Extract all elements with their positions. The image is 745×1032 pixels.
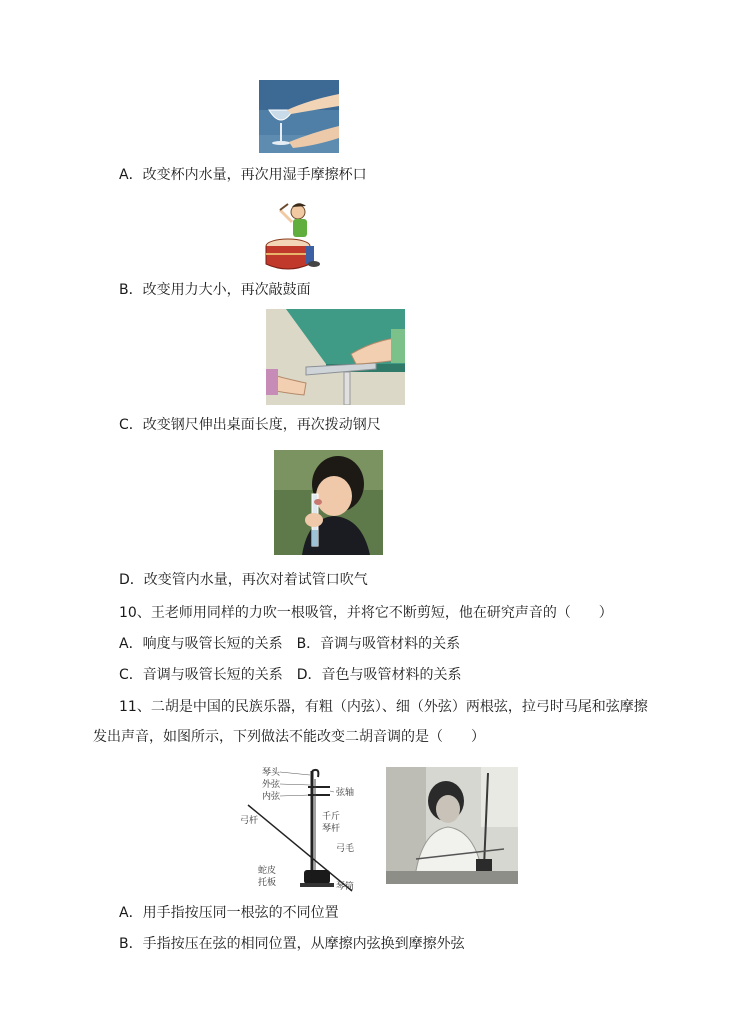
test-tube-photo [274,450,383,555]
label-qingan: 琴杆 [322,824,341,834]
q11-stem-line2: 发出声音，如图所示，下列做法不能改变二胡音调的是（ ） [93,729,485,745]
q10-options-cd: C．音调与吸管长短的关系 D．音色与吸管材料的关系 [119,667,462,683]
q11-option-a: A．用手指按压同一根弦的不同位置 [119,905,339,921]
q10-options-ab: A．响度与吸管长短的关系 B．音调与吸管材料的关系 [119,636,461,652]
label-gonggan: 弓杆 [240,816,259,826]
label-qintong: 琴筒 [336,882,355,892]
erhu-diagram [240,765,360,892]
q11-option-b: B．手指按压在弦的相同位置，从摩擦内弦换到摩擦外弦 [119,936,465,952]
q11-stem-line1: 11、二胡是中国的民族乐器，有粗（内弦）、细（外弦）两根弦，拉弓时马尾和弦摩擦 [119,699,648,715]
q9-option-c: C．改变钢尺伸出桌面长度，再次拨动钢尺 [119,417,381,433]
erhu-player-photo [386,767,518,884]
label-qianjin: 千斤 [322,812,341,822]
label-neixian: 内弦 [262,792,281,802]
label-shepi: 蛇皮 [258,866,277,876]
label-tuoban: 托板 [258,878,277,888]
label-xianzhou: 弦轴 [336,788,355,798]
wine-glass-photo [259,80,339,153]
q10-stem: 10、王老师用同样的力吹一根吸管，并将它不断剪短，他在研究声音的（ ） [119,605,613,621]
label-qintou: 琴头 [262,768,281,778]
q9-option-a: A．改变杯内水量，再次用湿手摩擦杯口 [119,167,367,183]
drum-illustration [262,198,324,272]
steel-ruler-photo [266,309,405,405]
label-gongmao: 弓毛 [336,844,355,854]
q9-option-b: B．改变用力大小，再次敲鼓面 [119,282,311,298]
label-waixian: 外弦 [262,780,281,790]
q9-option-d: D．改变管内水量，再次对着试管口吹气 [119,572,368,588]
